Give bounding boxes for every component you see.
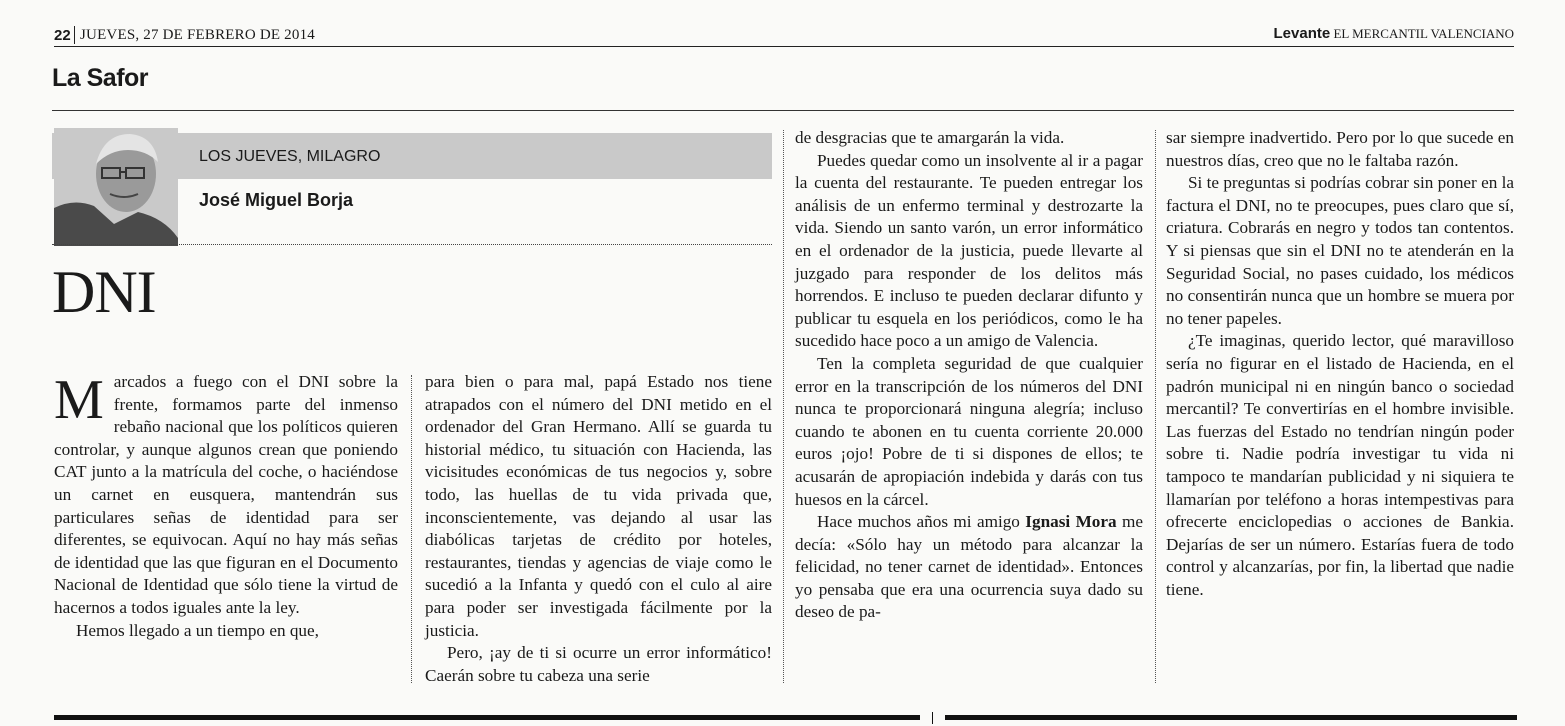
column-kicker: LOS JUEVES, MILAGRO: [199, 148, 381, 165]
footer-rule-left: [54, 715, 920, 720]
page-header: [54, 24, 1514, 47]
article-title: DNI: [52, 259, 156, 325]
paragraph-text: Hace muchos años mi amigo: [817, 512, 1026, 532]
article-column-1: [54, 371, 398, 642]
paragraph: ¿Te imaginas, querido lector, qué maravilloso sería no figurar en el listado de Hacienda, en el padrón municipal ni en ningún banco o sociedad mercantil? Te convertirías en el hombre invisible. Las fuerzas del Estado no tendrían ningún poder sobre ti. Nadie podría investigar tu vida ni tampoco te mandarían publicidad y ni siquiera te llamarían por teléfono a horas intempestivas para ofrecerte enciclopedias o acciones de Bankia. Dejarías de ser un número. Estarías fuera de todo control y alcanzarías, por fin, la libertad que nadie tiene.: [1166, 331, 1514, 599]
column-divider: [1155, 130, 1156, 683]
footer-rule-right: [945, 715, 1517, 720]
column-divider: [783, 130, 784, 683]
column-divider: [411, 375, 412, 683]
article-column-3: [795, 127, 1143, 624]
section-divider: [52, 110, 1514, 111]
section-title: La Safor: [52, 64, 149, 92]
drop-cap: M: [54, 369, 104, 431]
header-separator: [74, 26, 75, 44]
author-photo: [54, 128, 178, 246]
paragraph: sar siempre inadvertido. Pero por lo que sucede en nuestros días, creo que no le faltaba razón.: [1166, 128, 1514, 170]
paragraph: Puedes quedar como un insolvente al ir a pagar la cuenta del restaurante. Te pueden entregar los análisis de un enfermo terminal y destrozarte la vida. Siendo un santo varón, un error informático en el ordenador de la justicia, puede llevarte al juzgado para responder de los delitos más horrendos. E incluso te pueden declarar difunto y publicar tu esquela en los periódicos, como le ha sucedido hace poco a un amigo de Valencia.: [795, 150, 1143, 351]
paragraph: Hemos llegado a un tiempo en que,: [76, 620, 319, 640]
footer-mark: [932, 712, 933, 724]
paragraph: Si te preguntas si podrías cobrar sin poner en la factura el DNI, no te preocupes, pues claro que sí, criatura. Cobrarás en negro y todos tan contentos. Y si piensas que sin el DNI no te atenderán en la Seguridad Social, no pases cuidado, los médicos no consentirán nunca que un hombre se muera por no tener papeles.: [1166, 173, 1515, 328]
page-number: 22: [54, 27, 71, 44]
header-dotted-rule: [52, 244, 772, 245]
article-column-2: [425, 371, 772, 687]
paragraph: [54, 371, 398, 620]
page-date: JUEVES, 27 DE FEBRERO DE 2014: [80, 27, 315, 43]
paragraph-text: arcados a fuego con el DNI sobre la frente, formamos parte del inmenso rebaño nacional que los políticos quieren controlar, y aunque algunos crean que poniendo CAT junto a la matrícula del coche, o haciéndose un carnet en eusquera, mantendrán sus particulares señas de identidad para ser diferentes, se equivocan. Aquí no hay más señas de identidad que las que figuran en el Documento Nacional de Identidad que sólo tiene la virtud de hacernos a todos iguales ante la ley.: [54, 372, 398, 617]
paragraph: Pero, ¡ay de ti si ocurre un error informático! Caerán sobre tu cabeza una serie: [425, 643, 772, 685]
publication-logo: Levante: [1273, 25, 1331, 42]
publication-name: [1274, 25, 1515, 42]
paragraph: [795, 511, 1143, 624]
paragraph: Ten la completa seguridad de que cualquier error en la transcripción de los números del DNI nunca te proporcionará ninguna alegría; incluso cuando te abonen en tu cuenta corriente 20.000 euros ¡ojo! Pobre de ti si dispones de ellos; te acusarán de apropiación indebida y darás con tus huesos en la cárcel.: [795, 353, 1143, 509]
publication-subtitle: EL MERCANTIL VALENCIANO: [1333, 26, 1514, 41]
article-column-4: [1166, 127, 1514, 601]
author-name: José Miguel Borja: [199, 190, 354, 210]
paragraph-text: me decía: «Sólo hay un método para alcanzar la felicidad, no tener carnet de identidad». Entonces yo pensaba que era una ocurrencia suya dado su deseo de pa-: [795, 512, 1144, 622]
paragraph: para bien o para mal, papá Estado nos tiene atrapados con el número del DNI metido en el ordenador del Gran Hermano. Allí se guarda tu historial médico, tu situación con Hacienda, las vicisitudes económicas de tus negocios y, sobre todo, las huellas de tu vida privada que, inconscientemente, vas dejando al usar las diabólicas tarjetas de crédito por hoteles, restaurantes, tiendas y agencias de viaje como le sucedió a la Infanta y quedó con el culo al aire para poder ser investigada fácilmente por la justicia.: [425, 372, 772, 640]
paragraph: de desgracias que te amargarán la vida.: [795, 128, 1065, 147]
person-name: Ignasi Mora: [1025, 512, 1117, 532]
